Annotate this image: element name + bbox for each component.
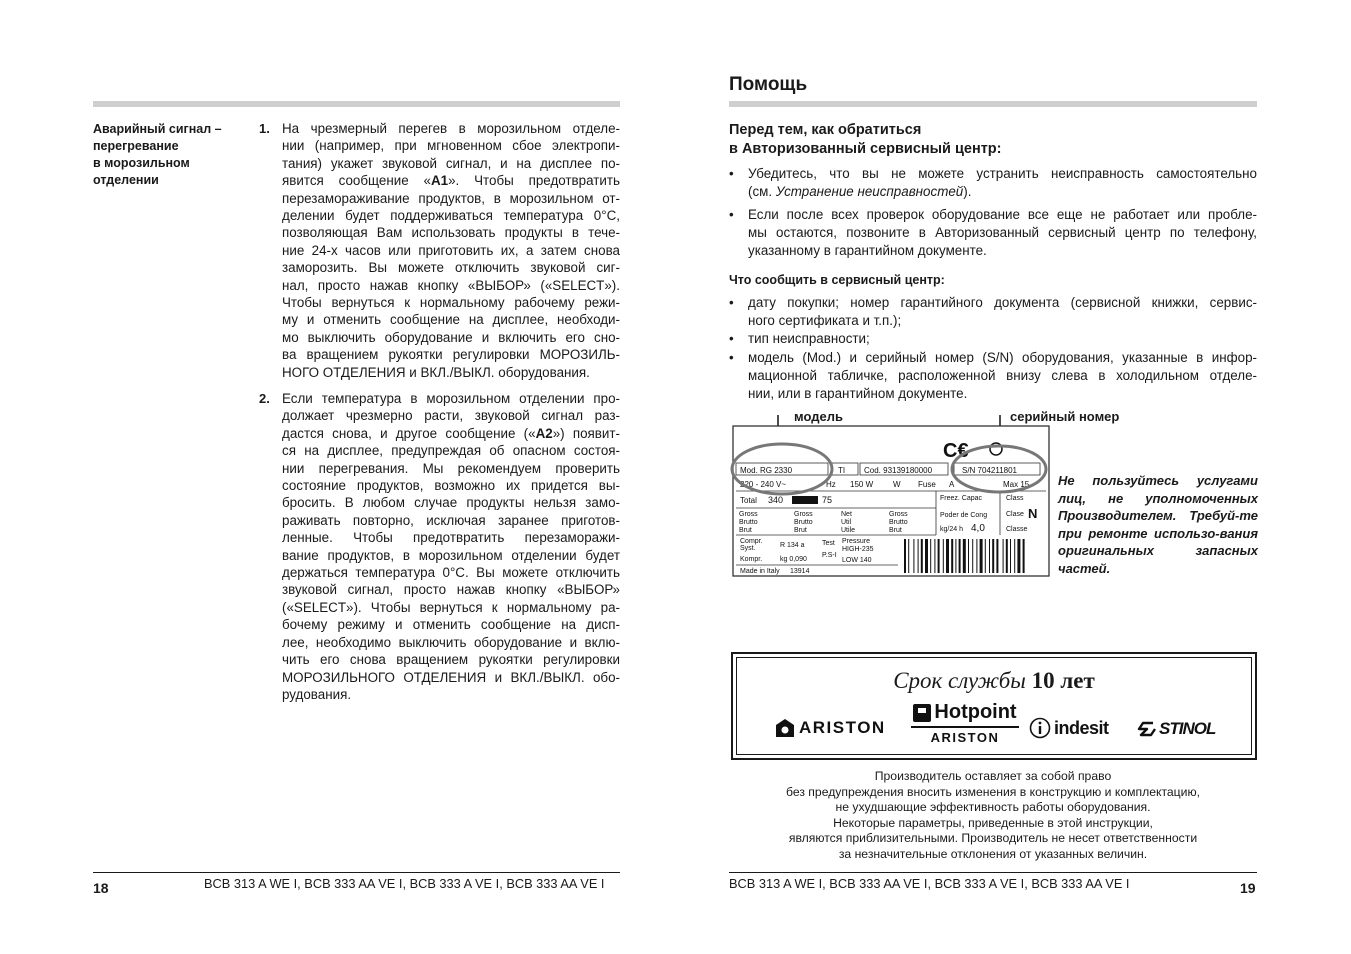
right-bottom-rule bbox=[729, 872, 1257, 873]
paragraph-line bbox=[282, 329, 620, 346]
plate-made: Made in Italy bbox=[740, 568, 780, 575]
plate-kg: kg 0,090 bbox=[780, 556, 807, 563]
service-life-inner bbox=[736, 657, 1252, 755]
barcode-bar bbox=[908, 539, 909, 573]
bullet-text bbox=[748, 330, 1257, 348]
paragraph-line bbox=[282, 477, 620, 494]
barcode-bar bbox=[904, 539, 906, 573]
line-segment: ». Чтобы предотвратить bbox=[448, 173, 620, 189]
tell-heading: Что сообщить в сервисный центр: bbox=[729, 273, 945, 287]
line-segment: бросить. В любом случае продукты нельзя замо- bbox=[282, 495, 620, 511]
plate-made-code: 13914 bbox=[790, 568, 810, 575]
paragraph-line bbox=[282, 120, 620, 137]
indesit-wordmark: indesit bbox=[1054, 717, 1109, 738]
bullet-line: нии, или в гарантийном документе. bbox=[748, 386, 968, 401]
side-label-line: отделении bbox=[93, 173, 159, 187]
barcode-bar bbox=[963, 539, 966, 573]
paragraph-line bbox=[282, 294, 620, 311]
plate-psi: P.S-I bbox=[822, 552, 837, 559]
tell-bullet bbox=[729, 294, 1257, 330]
service-life-value: 10 лет bbox=[1031, 668, 1095, 693]
line-segment: На чрезмерный перегев в морозильном отделе- bbox=[282, 121, 620, 136]
subheading-line: Перед тем, как обратиться bbox=[729, 122, 922, 138]
page-title: Помощь bbox=[729, 74, 808, 95]
plate-label-model: модель bbox=[794, 409, 843, 424]
paragraph-line bbox=[282, 137, 620, 154]
hotpoint-top bbox=[911, 701, 1019, 724]
bullet-dot: • bbox=[729, 166, 734, 181]
plate-hz: Hz bbox=[826, 480, 836, 489]
bullet-line: Убедитесь, что вы не можете устранить неисправность самостоятельно bbox=[748, 166, 1257, 181]
paragraph-line bbox=[282, 686, 620, 703]
display-code: A1 bbox=[430, 173, 449, 189]
line-segment: нии (например, при мгновенном сбое электропи- bbox=[282, 138, 620, 154]
barcode-bar bbox=[943, 539, 944, 573]
indesit-logo-icon bbox=[1029, 717, 1051, 739]
plate-cod: Cod. 93139180000 bbox=[864, 466, 933, 475]
barcode-bar bbox=[946, 539, 949, 573]
paragraph-line bbox=[282, 669, 620, 686]
plate-total-val: 340 bbox=[768, 495, 784, 505]
barcode-bar bbox=[992, 539, 994, 573]
paragraph-line bbox=[282, 460, 620, 477]
bullet-item bbox=[729, 165, 1257, 201]
paragraph-line bbox=[282, 190, 620, 207]
left-top-rule bbox=[93, 101, 620, 107]
paragraph-line bbox=[282, 442, 620, 459]
line-segment: делении будет поддерживаться температура 0°С, bbox=[282, 208, 620, 224]
paragraph-line bbox=[282, 634, 620, 651]
right-top-rule bbox=[729, 101, 1257, 107]
disclaimer-line: Некоторые параметры, приведенные в этой инструкции, bbox=[833, 815, 1153, 830]
bullet-text bbox=[748, 165, 1257, 201]
bullet-dot: • bbox=[729, 350, 734, 365]
item-1-text bbox=[282, 120, 620, 381]
model-line-left: BCB 313 A WE I, BCB 333 AA VE I, BCB 333 A VE I, BCB 333 AA VE I bbox=[204, 876, 605, 891]
disclaimer-line: не ухудшающие эффективность работы оборудования. bbox=[835, 800, 1151, 815]
line-segment: звуковой сигнал, просто нажав кнопку «ВЫБОР» bbox=[282, 582, 620, 598]
ce-mark: C€ bbox=[943, 440, 969, 462]
paragraph-line bbox=[282, 529, 620, 546]
disclaimer-line: Производитель оставляет за собой право bbox=[874, 769, 1112, 783]
item-number-1: 1. bbox=[259, 121, 270, 136]
line-segment: чить его снова вращением рукоятки регулировки bbox=[282, 652, 620, 668]
barcode-bar bbox=[959, 539, 961, 573]
plate-a: A bbox=[949, 480, 955, 489]
barcode-bar bbox=[1006, 539, 1008, 573]
brand-hotpoint bbox=[911, 701, 1019, 745]
barcode-bar bbox=[1014, 539, 1015, 573]
paragraph-line bbox=[282, 547, 620, 564]
plate-max: Max 15 bbox=[1003, 480, 1030, 489]
paragraph-line bbox=[282, 242, 620, 259]
line-segment: му и отменить сообщение на дисплее, необходи- bbox=[282, 312, 620, 328]
plate-kg24-val: 4,0 bbox=[971, 523, 985, 534]
bullet-line bbox=[748, 183, 1257, 201]
tell-bullet bbox=[729, 330, 1257, 348]
line-segment: раживать повторно, исключая заранее приготов- bbox=[282, 512, 620, 528]
plate-gross-3: Gross Brutto Brut bbox=[889, 511, 908, 534]
line-segment: дастся снова, и другое сообщение (« bbox=[282, 425, 536, 441]
paragraph-line bbox=[282, 599, 620, 616]
bullet-text bbox=[748, 294, 1257, 330]
paragraph-line bbox=[282, 616, 620, 633]
side-label-line: в морозильном bbox=[93, 156, 190, 170]
barcode-bar bbox=[930, 539, 931, 573]
paragraph-line bbox=[282, 581, 620, 598]
plate-star-val: 75 bbox=[822, 495, 833, 505]
page-number-right: 19 bbox=[1240, 880, 1256, 896]
barcode-bar bbox=[918, 539, 919, 573]
barcode-bar bbox=[921, 539, 923, 573]
brand-ariston bbox=[775, 718, 886, 738]
plate-gross-1: Gross Brutto Brut bbox=[739, 511, 758, 534]
stinol-wordmark: STINOL bbox=[1159, 719, 1216, 738]
disclaimer bbox=[729, 769, 1257, 863]
hotpoint-divider bbox=[911, 726, 1019, 728]
paragraph-line bbox=[282, 259, 620, 276]
barcode-bar bbox=[1023, 539, 1025, 573]
barcode-bar bbox=[913, 539, 914, 573]
bullet-line: мационной табличке, расположенной внизу слева в холодильном отделе- bbox=[748, 368, 1257, 383]
plate-star-symbol bbox=[792, 496, 818, 504]
paragraph-line bbox=[282, 346, 620, 363]
paragraph-line bbox=[282, 425, 620, 442]
ariston-logo-icon bbox=[775, 718, 795, 738]
disclaimer-line: за незначительные отклонения от указанных величин. bbox=[838, 846, 1148, 861]
plate-kg24: kg/24 h bbox=[940, 526, 963, 533]
line-segment: вание продуктов, в морозильном отделении будет bbox=[282, 547, 620, 563]
line-segment: ») появит- bbox=[552, 425, 620, 441]
plate-clase: Clase bbox=[1006, 511, 1024, 518]
line-segment: ленные. Чтобы предотвратить перезаморажи- bbox=[282, 530, 620, 546]
hotpoint-logo-icon bbox=[913, 704, 931, 722]
line-segment: НОГО ОТДЕЛЕНИЯ и ВКЛ./ВЫКЛ. оборудования. bbox=[282, 364, 590, 380]
line-segment: заморозить. Вы можете отключить звуковой сиг- bbox=[282, 260, 620, 276]
paragraph-line bbox=[282, 651, 620, 668]
plate-class: Class bbox=[1006, 495, 1024, 502]
paragraph-line bbox=[282, 311, 620, 328]
paragraph-line bbox=[282, 277, 620, 294]
plate-fuse: Fuse bbox=[918, 480, 936, 489]
rating-plate bbox=[728, 405, 1058, 580]
line-segment: нал, просто нажав кнопку «ВЫБОР» («SELECT»). bbox=[282, 277, 620, 293]
plate-low: LOW 140 bbox=[842, 557, 872, 564]
bullet-line: указанному в гарантийном документе. bbox=[748, 243, 987, 258]
barcode-bar bbox=[955, 539, 956, 573]
stinol-logo-icon bbox=[1137, 720, 1157, 738]
tell-bullet bbox=[729, 349, 1257, 403]
item-2-text bbox=[282, 390, 620, 703]
page-number-left: 18 bbox=[93, 880, 109, 896]
paragraph-line bbox=[282, 364, 620, 381]
item-number-2: 2. bbox=[259, 391, 270, 406]
line-segment: тания) укажет звуковой сигнал, и на дисплее по- bbox=[282, 155, 620, 171]
barcode-bar bbox=[1003, 539, 1004, 573]
hotpoint-wordmark: Hotpoint bbox=[934, 701, 1017, 723]
bullet-line: ного сертификата и т.п.); bbox=[748, 313, 902, 328]
line-segment: ние 24-х часов или приготовить их, а затем снова bbox=[282, 242, 620, 258]
bullet-text bbox=[748, 206, 1257, 260]
barcode-bar bbox=[972, 539, 973, 573]
model-line-right: BCB 313 A WE I, BCB 333 AA VE I, BCB 333 A VE I, BCB 333 AA VE I bbox=[729, 876, 1130, 891]
barcode-bar bbox=[1017, 539, 1020, 573]
plate-label-serial: серийный номер bbox=[1010, 409, 1120, 424]
bullet-line: дату покупки; номер гарантийного документа (сервисной книжки, сервис- bbox=[748, 295, 1257, 310]
barcode-bar bbox=[989, 539, 990, 573]
line-segment: держаться температура 0°С. Вы можете отключить bbox=[282, 565, 620, 581]
bullet-line: тип неисправности; bbox=[748, 331, 870, 346]
plate-compr: Compr. Syst. bbox=[740, 538, 763, 552]
line-segment: Чтобы вернуться к нормальному рабочему режи- bbox=[282, 295, 620, 311]
service-life-box bbox=[731, 652, 1257, 760]
side-label-line: перегревание bbox=[93, 139, 179, 153]
side-label-line: Аварийный сигнал – bbox=[93, 122, 222, 136]
paragraph-line bbox=[282, 155, 620, 172]
plate-test: Test bbox=[822, 540, 835, 547]
bullet-dot: • bbox=[729, 295, 734, 310]
paragraph-line bbox=[282, 512, 620, 529]
barcode-bar bbox=[1010, 539, 1011, 573]
plate-total: Total bbox=[740, 496, 757, 505]
bullet-line: Если после всех проверок оборудование все еще не работает или пробле- bbox=[748, 207, 1257, 222]
barcode-bar bbox=[968, 539, 969, 573]
line-segment: рудования. bbox=[282, 686, 352, 702]
line-segment: Если температура в морозильном отделении про- bbox=[282, 391, 620, 406]
barcode-bar bbox=[980, 539, 983, 573]
plate-class-val: N bbox=[1028, 506, 1038, 521]
ariston-wordmark: ARISTON bbox=[799, 718, 886, 737]
line-segment: должает чрезмерно расти, звуковой сигнал раз- bbox=[282, 408, 620, 424]
plate-kompr: Kompr. bbox=[740, 556, 763, 563]
bullet-text bbox=[748, 349, 1257, 403]
line-segment: ся на дисплее, предупреждая об опасном состоя- bbox=[282, 443, 620, 459]
plate-r134: R 134 a bbox=[780, 542, 805, 549]
plate-net: Net Util Utile bbox=[841, 511, 856, 534]
paragraph-line bbox=[282, 390, 620, 407]
plate-high: HIGH-235 bbox=[842, 546, 874, 553]
barcode-bar bbox=[996, 539, 998, 573]
line-segment: МОРОЗИЛЬНОГО ОТДЕЛЕНИЯ и ВКЛ./ВЫКЛ. обо- bbox=[282, 669, 620, 685]
disclaimer-line: являются приблизительными. Производитель не несет ответственности bbox=[788, 831, 1198, 846]
barcode-bar bbox=[934, 539, 935, 573]
left-bottom-rule bbox=[93, 872, 620, 873]
warning-note: Не пользуйтесь услугами лиц, не уполномоченных Производителем. Требуй-те при ремонте использо-вания оригинальных запасных частей. bbox=[1058, 473, 1258, 576]
line-segment: состояние продуктов, возможно их придется вы- bbox=[282, 478, 620, 494]
hotpoint-sub-wordmark: ARISTON bbox=[930, 730, 1000, 745]
line-segment: бочему режиму и отменить сообщение на дисп- bbox=[282, 617, 620, 633]
line-segment: ва вращением рукоятки регулировки МОРОЗИЛЬ- bbox=[282, 347, 620, 363]
plate-volt: 220 - 240 V~ bbox=[740, 480, 787, 489]
bullet-item bbox=[729, 206, 1257, 260]
side-label bbox=[93, 121, 253, 189]
line-segment: («SELECT»). Чтобы вернуться к нормальному ра- bbox=[282, 599, 620, 615]
display-code: A2 bbox=[535, 425, 553, 441]
plate-poder: Poder de Cong bbox=[940, 512, 988, 519]
barcode-bar bbox=[951, 539, 953, 573]
bullet-dot: • bbox=[729, 207, 734, 222]
plate-sn: S/N 704211801 bbox=[962, 466, 1018, 475]
service-life-prefix: Срок службы bbox=[893, 668, 1026, 693]
paragraph-line bbox=[282, 407, 620, 424]
bullet-line: мы остаются, позвоните в Авторизованный сервисный центр по телефону, bbox=[748, 225, 1257, 240]
paragraph-line bbox=[282, 172, 620, 189]
brand-stinol bbox=[1137, 719, 1215, 739]
plate-ti: TI bbox=[838, 466, 846, 475]
line-segment: нии перегревания. Мы рекомендуем проверить bbox=[282, 460, 620, 476]
paragraph-line bbox=[282, 494, 620, 511]
line-segment: перезамораживание продуктов, в морозильном от- bbox=[282, 190, 620, 206]
plate-gross-2: Gross Brutto Brut bbox=[794, 511, 813, 534]
line-segment: явится сообщение « bbox=[282, 173, 431, 189]
line-segment: мо выключить оборудование и включить его сно- bbox=[282, 329, 620, 345]
bullet-link-text: Устранение неисправностей bbox=[775, 184, 964, 199]
line-segment: лее, необходимо выключить оборудование и вклю- bbox=[282, 634, 620, 650]
bullet-segment: (см. bbox=[748, 184, 776, 199]
plate-freez: Freez. Capac bbox=[940, 495, 983, 502]
plate-w: W bbox=[893, 480, 901, 489]
paragraph-line bbox=[282, 564, 620, 581]
bullet-line: модель (Mod.) и серийный номер (S/N) оборудования, указанные в инфор- bbox=[748, 350, 1257, 365]
plate-mod: Mod. RG 2330 bbox=[740, 466, 793, 475]
paragraph-line bbox=[282, 224, 620, 241]
disclaimer-line: без предупреждения вносить изменения в конструкцию и комплектацию, bbox=[785, 784, 1200, 799]
barcode-bar bbox=[925, 539, 928, 573]
bullet-segment: ). bbox=[963, 184, 972, 199]
subheading-line: в Авторизованный сервисный центр: bbox=[729, 141, 1002, 157]
plate-classe: Classe bbox=[1006, 526, 1028, 533]
barcode-bar bbox=[938, 539, 940, 573]
barcode-bar bbox=[976, 539, 977, 573]
plate-barcode bbox=[904, 539, 1025, 573]
plate-pressure: Pressure bbox=[842, 538, 871, 545]
brand-indesit bbox=[1029, 717, 1109, 739]
plate-watt: 150 W bbox=[850, 480, 874, 489]
bullet-dot: • bbox=[729, 331, 734, 346]
line-segment: позволяющая Вам использовать продукты в тече- bbox=[282, 225, 620, 241]
paragraph-line bbox=[282, 207, 620, 224]
service-life-title bbox=[737, 668, 1251, 694]
service-subheading bbox=[729, 121, 1257, 159]
barcode-bar bbox=[985, 539, 986, 573]
